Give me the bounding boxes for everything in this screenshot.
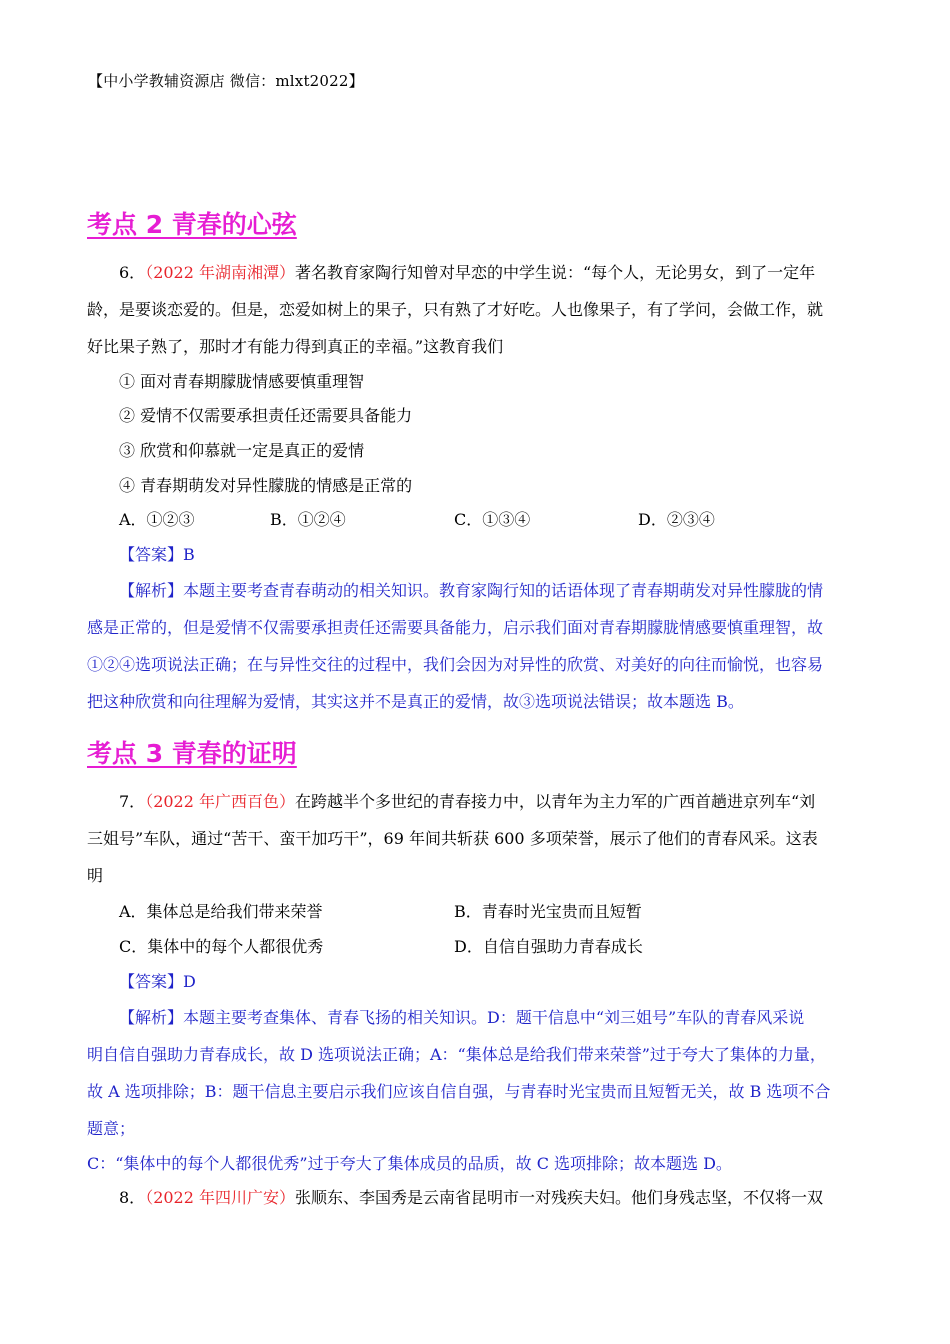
q7-analysis-line-5: C：“集体中的每个人都很优秀”过于夸大了集体成员的品质，故 C 选项排除；故本题选 D。 xyxy=(87,1154,732,1173)
q6-analysis-line-4: 把这种欣赏和向往理解为爱情，其实这并不是真正的爱情，故③选项说法错误；故本题选 B。 xyxy=(87,692,744,711)
q6-item-3: ③ 欣赏和仰慕就一定是真正的爱情 xyxy=(119,441,365,460)
q6-stem-line-1: 6．（2022 年湖南湘潭）著名教育家陶行知曾对早恋的中学生说：“每个人，无论男女，到了一定年 xyxy=(119,263,816,282)
section-title-3: 考点 3 青春的证明 xyxy=(87,739,297,768)
q7-stem-line-1: 7．（2022 年广西百色）在跨越半个多世纪的青春接力中，以青年为主力军的广西首趟进京列车“刘 xyxy=(119,792,816,811)
page-header: 【中小学教辅资源店 微信：mlxt2022】 xyxy=(88,72,364,90)
q6-stem-line-3: 好比果子熟了，那时才有能力得到真正的幸福。”这教育我们 xyxy=(87,337,504,356)
q8-stem-line-1: 8．（2022 年四川广安）张顺东、李国秀是云南省昆明市一对残疾夫妇。他们身残志坚，不仅将一双 xyxy=(119,1188,824,1207)
section-title-2: 考点 2 青春的心弦 xyxy=(87,210,297,239)
q7-analysis-line-1: 【解析】本题主要考查集体、青春飞扬的相关知识。D：题干信息中“刘三姐号”车队的青春风采说 xyxy=(119,1008,805,1027)
q6-source: （2022 年湖南湘潭） xyxy=(145,263,295,282)
q6-analysis-line-1: 【解析】本题主要考查青春萌动的相关知识。教育家陶行知的话语体现了青春期萌发对异性朦胧的情 xyxy=(119,581,824,600)
q8-number: 8． xyxy=(119,1188,146,1207)
q6-option-d: D．②③④ xyxy=(638,510,715,529)
q6-analysis-line-2: 感是正常的，但是爱情不仅需要承担责任还需要具备能力，启示我们面对青春期朦胧情感要慎重理智，故 xyxy=(87,618,824,637)
q7-option-c: C．集体中的每个人都很优秀 xyxy=(119,937,324,956)
q6-option-c: C．①③④ xyxy=(454,510,531,529)
q6-analysis-line-3: ①②④选项说法正确；在与异性交往的过程中，我们会因为对异性的欣赏、对美好的向往而愉悦，也容易 xyxy=(87,655,824,674)
q6-item-4: ④ 青春期萌发对异性朦胧的情感是正常的 xyxy=(119,476,413,495)
q7-analysis-line-4: 题意； xyxy=(87,1119,136,1138)
q6-number: 6． xyxy=(119,263,146,282)
q8-source: （2022 年四川广安） xyxy=(145,1188,295,1207)
q6-option-b: B．①②④ xyxy=(270,510,346,529)
q7-answer: 【答案】D xyxy=(119,972,196,991)
q7-stem-line-3: 明 xyxy=(87,866,104,885)
q7-option-a: A．集体总是给我们带来荣誉 xyxy=(119,902,323,921)
q7-source: （2022 年广西百色） xyxy=(145,792,295,811)
q6-answer: 【答案】B xyxy=(119,545,195,564)
q7-option-b: B．青春时光宝贵而且短暂 xyxy=(454,902,642,921)
q7-number: 7． xyxy=(119,792,146,811)
q6-stem-line-2: 龄，是要谈恋爱的。但是，恋爱如树上的果子，只有熟了才好吃。人也像果子，有了学问，会做工作，就 xyxy=(87,300,824,319)
q6-item-1: ① 面对青春期朦胧情感要慎重理智 xyxy=(119,372,365,391)
q7-stem-line-2: 三姐号”车队，通过“苦干、蛮干加巧干”，69 年间共斩获 600 多项荣誉，展示了他们的青春风采。这表 xyxy=(87,829,818,848)
q7-option-d: D．自信自强助力青春成长 xyxy=(454,937,643,956)
q6-option-a: A．①②③ xyxy=(119,510,195,529)
q6-item-2: ② 爱情不仅需要承担责任还需要具备能力 xyxy=(119,406,413,425)
q7-analysis-line-2: 明自信自强助力青春成长，故 D 选项说法正确；A：“集体总是给我们带来荣誉”过于夸大了集体的力量， xyxy=(87,1045,826,1064)
q7-analysis-line-3: 故 A 选项排除；B：题干信息主要启示我们应该自信自强，与青春时光宝贵而且短暂无关，故 B 选项不合 xyxy=(87,1082,831,1101)
